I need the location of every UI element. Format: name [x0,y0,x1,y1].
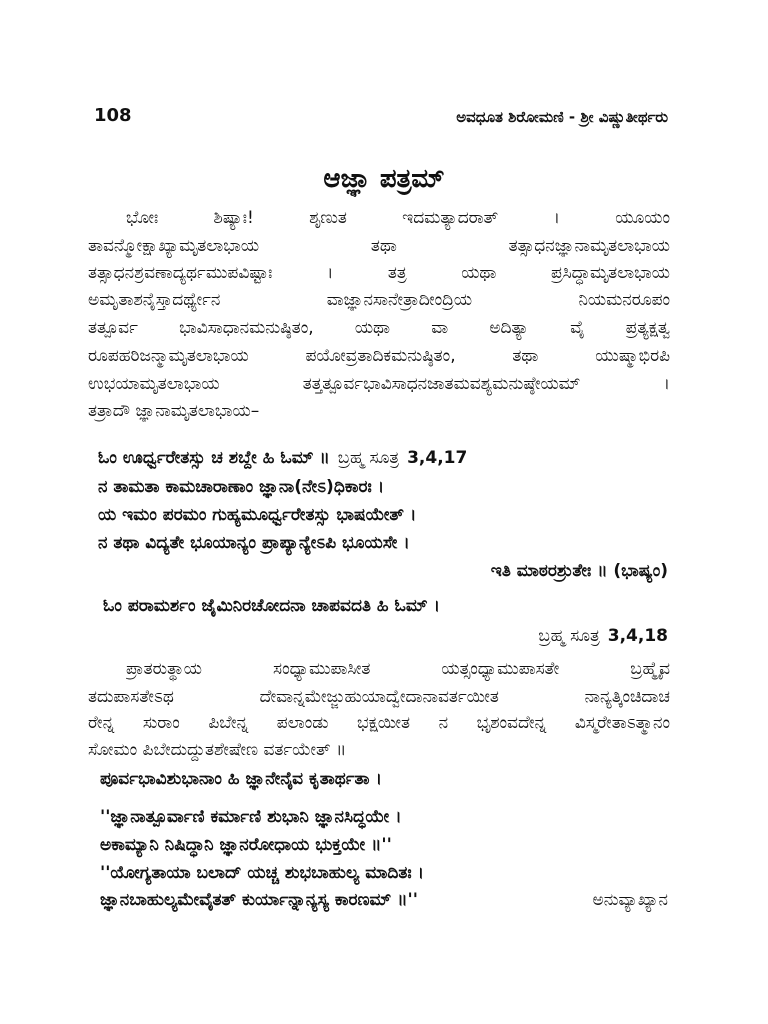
bhashya-line: ನ ತಾಮತಾ ಕಾಮಚಾರಾಣಾಂ ಜ್ಞಾನಾ(ನೇಽ)ಧಿಕಾರಃ । [98,477,385,497]
bhashya-source: ಇತಿ ಮಾಠರಶ್ರುತೇಃ ॥ (ಭಾಷ್ಯಂ) [490,561,668,581]
sutra-verse: ಓಂ ಊರ್ಧ್ವರೇತಸ್ಸು ಚ ಶಬ್ದೇ ಹಿ ಓಮ್ ॥ [98,448,330,468]
paragraph-line: ತತ್ರಾದೌ ಜ್ಞಾನಾಮೃತಲಾಭಾಯ– [88,401,260,421]
verse-line: ಪೂರ್ವಭಾವಿಶುಭಾನಾಂ ಹಿ ಜ್ಞಾನೇನೈವ ಕೃತಾರ್ಥತಾ । [100,769,382,789]
verse-line: ''ಯೋಗ್ಯತಾಯಾ ಬಲಾದ್ ಯಚ್ಚ ಶುಭಬಾಹುಲ್ಯ ಮಾದಿತಃ । [100,863,425,883]
paragraph-line: ರೂಪಹರಿಜನ್ಮಾಮೃತಲಾಭಾಯ ಪಯೋವ್ರತಾದಿಕಮನುಷ್ಠಿತಂ, ತಥಾ ಯುಷ್ಮಾಭಿರಪಿ [88,346,670,366]
paragraph-line: ಭೋಃ ಶಿಷ್ಯಾಃ! ಶೃಣುತ ಇದಮತ್ಯಾದರಾತ್ । ಯೂಯಂ [126,208,670,228]
bhashya-line: ಯ ಇಮಂ ಪರಮಂ ಗುಹ್ಯಮೂರ್ಧ್ವರೇತಸ್ಸು ಭಾಷಯೇತ್ । [98,505,417,525]
sutra-ref-label: ಬ್ರಹ್ಮ ಸೂತ್ರ [538,626,600,646]
bhashya-line: ನ ತಥಾ ವಿದ್ಯತೇ ಭೂಯಾನ್ಯಂ ಪ್ರಾಪ್ಯಾನ್ಯೇಽಪಿ ಭೂಯಸೇ । [98,533,410,553]
paragraph-line: ಪ್ರಾತರುತ್ಥಾಯ ಸಂಧ್ಯಾಮುಪಾಸೀತ ಯತ್ಸಂಧ್ಯಾಮುಪಾಸತೇ ಬ್ರಹ್ಮೈವ [126,659,670,679]
paragraph-line: ಸೋಮಂ ಪಿಬೇದುದ್ದುತಶೇಷೇಣ ವರ್ತಯೇತ್ ॥ [88,740,347,760]
paragraph-line: ಅಮೃತಾಶನೈಸ್ತಾದರ್ಥ್ಯೇನ ವಾಜ್ಞಾನಸಾನೇತ್ರಾದೀಂದ್ರಿಯ ನಿಯಮನರೂಪಂ [88,290,670,310]
sutra-ref-number: 3,4,18 [607,626,668,646]
verse-line: ''ಜ್ಞಾನಾತ್ಪೂರ್ವಾಣಿ ಕರ್ಮಾಣಿ ಶುಭಾನಿ ಜ್ಞಾನಸಿದ್ಧಯೇ । [100,807,402,827]
paragraph-line: ರೇನ್ನ ಸುರಾಂ ಪಿಬೇನ್ನ ಪಲಾಂಡು ಭಕ್ಷಯೀತ ನ ಭೃಶಂವದೇನ್ನ ವಿಸ್ಮರೇತಾಽತ್ಮಾನಂ [88,713,670,733]
page-number: 108 [94,105,132,126]
verse-text: ಜ್ಞಾನಬಾಹುಲ್ಯಮೇವೈತತ್ ಕುರ್ಯಾನ್ನಾನ್ಯಸ್ಯ ಕಾರಣಮ್ ॥'' [100,890,418,910]
sutra-reference [98,622,668,650]
paragraph-line: ತತ್ಪೂರ್ವ ಭಾವಿಸಾಧಾನಮನುಷ್ಠಿತಂ, ಯಥಾ ವಾ ಅದಿತ್ಯಾ ವೈ ಪ್ರತ್ಯಕ್ಷತ್ವ [88,318,670,338]
verse-line-with-source [100,886,668,914]
verse-source: ಅನುವ್ಯಾಖ್ಯಾನ [592,890,668,910]
sutra-verse: ಓಂ ಪರಾಮರ್ಶಂ ಜೈಮಿನಿರಚೋದನಾ ಚಾಪವದತಿ ಹಿ ಓಮ್ । [103,596,440,616]
paragraph-line: ತಾವನ್ಮೋಕ್ಷಾಖ್ಯಾಮೃತಲಾಭಾಯ ತಥಾ ತತ್ಸಾಧನಜ್ಞಾನಾಮೃತಲಾಭಾಯ [88,236,670,256]
verse-line: ಅಕಾಮ್ಯಾನಿ ನಿಷಿದ್ಧಾನಿ ಜ್ಞಾನರೋಧಾಯ ಭುಕ್ತಯೇ ॥'' [100,835,392,855]
sutra-ref-number: 3,4,17 [407,448,468,468]
paragraph-line: ಉಭಯಾಮೃತಲಾಭಾಯ ತತ್ತತ್ಪೂರ್ವಭಾವಿಸಾಧನಜಾತಮವಶ್ಯಮನುಷ್ಠೇಯಮ್ । [88,374,670,394]
running-header: ಅವಧೂತ ಶಿರೋಮಣಿ - ಶ್ರೀ ವಿಷ್ಣುತೀರ್ಥರು [456,108,668,126]
paragraph-line: ತದುಪಾಸತೇಽಥ ದೇವಾನ್ನಮೇಜ್ಜುಹುಯಾದ್ವೇದಾನಾವರ್ತಯೀತ ನಾನ್ಯತ್ಕಿಂಚಿದಾಚ [88,687,670,707]
section-title: ಆಜ್ಞಾ ಪತ್ರಮ್ [323,164,445,194]
paragraph-line: ತತ್ಸಾಧನಶ್ರವಣಾದ್ಯರ್ಥಮುಪವಿಷ್ಟಾಃ । ತತ್ರ ಯಥಾ ಪ್ರಸಿದ್ಧಾಮೃತಲಾಭಾಯ [88,263,670,283]
sutra-line [98,444,668,472]
sutra-ref-label: ಬ್ರಹ್ಮ ಸೂತ್ರ [337,448,400,468]
